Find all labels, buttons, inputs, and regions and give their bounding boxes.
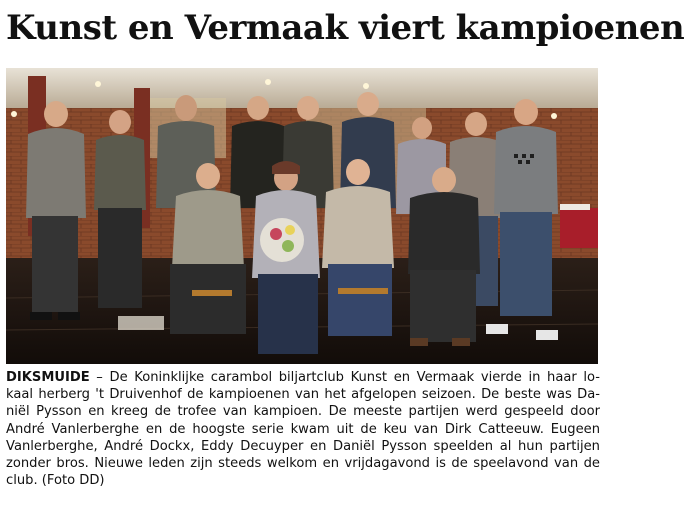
caption-line-6: zonder bros. Nieuwe leden zijn steeds welkom en vrijdagavond is de speelavond van de	[6, 456, 600, 472]
caption-line-1-text: De Koninklijke carambol biljartclub Kunst en Vermaak vierde in haar lo-	[109, 370, 600, 385]
group-photo-illustration	[6, 68, 598, 364]
group-photo	[6, 68, 598, 364]
headline: Kunst en Vermaak viert kampioenen	[6, 8, 684, 48]
caption-line-7: club. (Foto DD)	[6, 473, 105, 489]
article-caption	[6, 369, 600, 489]
caption-line-2: kaal herberg 't Druivenhof de kampioenen van het afgelopen seizoen. De beste was Da-	[6, 387, 600, 403]
caption-line-3: niël Pysson en kreeg de trofee van kampioen. De meeste partijen werd gespeeld door	[6, 404, 600, 420]
caption-line-5: Vanlerberghe, André Dockx, Eddy Decuyper en Daniël Pysson speelden al hun partijen	[6, 438, 600, 454]
dateline: DIKSMUIDE	[6, 370, 90, 385]
caption-line-1	[6, 369, 600, 386]
caption-line-4: André Vanlerberghe en de hoogste serie kwam uit de keu van Dirk Catteeuw. Eugeen	[6, 421, 600, 437]
dateline-separator: –	[89, 370, 110, 385]
